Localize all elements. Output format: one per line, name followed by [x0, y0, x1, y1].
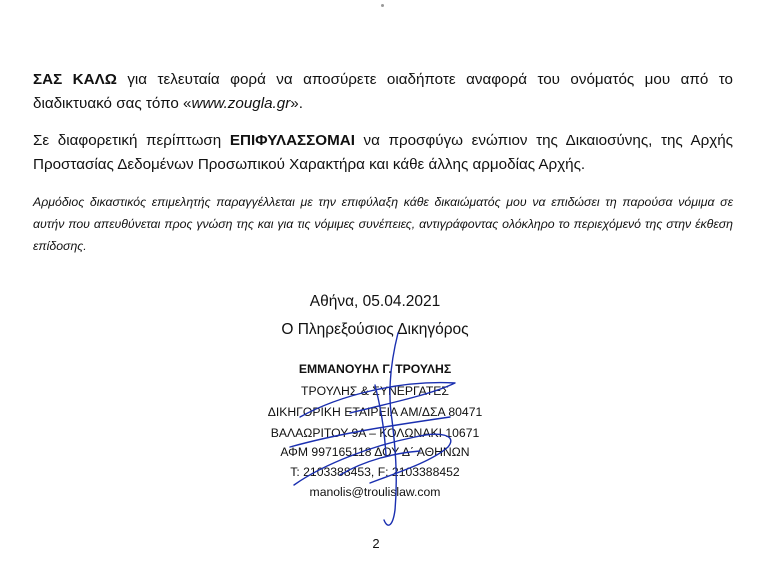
handwritten-signature [280, 325, 480, 535]
scan-speck [381, 4, 384, 7]
stamp-company-registration: ΔΙΚΗΓΟΡΙΚΗ ΕΤΑΙΡΕΙΑ ΑΜ/ΔΣΑ 80471 [267, 405, 483, 419]
stamp-phone-fax: T: 2103388453, F: 2103388452 [290, 465, 460, 479]
stamp-tax-id: ΑΦΜ 997165118 ΔΟΥ Δ΄ ΑΘΗΝΩΝ [280, 445, 470, 459]
paragraph-reservation [33, 129, 733, 177]
request-text: για τελευταία φορά να αποσύρετε οιαδήποτε αναφορά του ονόματός μου από το διαδικτυακό σας τόπο « [33, 71, 733, 112]
stamp-email: manolis@troulislaw.com [309, 485, 441, 499]
request-text-end: ». [290, 95, 303, 112]
reservation-emphasis: ΕΠΙΦΥΛΑΣΣΟΜΑΙ [229, 132, 355, 149]
stamp-lawyer-name: ΕΜΜΑΝΟΥΗΛ Γ. ΤΡΟΥΛΗΣ [298, 362, 452, 376]
page-number: 2 [372, 536, 380, 551]
website-reference: www.zougla.gr [191, 95, 291, 112]
signatory-title: Ο Πληρεξούσιος Δικηγόρος [281, 321, 469, 338]
stamp-address: ΒΑΛΑΩΡΙΤΟΥ 9Α – ΚΟΛΩΝΑΚΙ 10671 [270, 426, 480, 440]
service-instruction-note: Αρμόδιος δικαστικός επιμελητής παραγγέλλεται με την επιφύλαξη κάθε δικαιώματός μου να επιδώσει τη παρούσα νόμιμα σε αυτήν που απευθύνεται προς γνώση της και για τις νόμιμες συνέπειες, αντιγράφοντας ολόκληρο το περιεχόμενό της στην έκθεση επίδοσης. [33, 195, 733, 253]
reservation-text-end: να προσφύγω ενώπιον της Δικαιοσύνης, της Αρχής Προστασίας Δεδομένων Προσωπικού Χαρακτήρα και κάθε άλλης αρμοδίας Αρχής. [33, 132, 733, 173]
stamp-firm-name: ΤΡΟΥΛΗΣ & ΣΥΝΕΡΓΑΤΕΣ [301, 384, 449, 398]
request-emphasis: ΣΑΣ ΚΑΛΩ [33, 71, 117, 88]
reservation-text: Σε διαφορετική περίπτωση [33, 132, 230, 149]
paragraph-request [33, 68, 733, 116]
place-and-date: Αθήνα, 05.04.2021 [309, 293, 441, 310]
